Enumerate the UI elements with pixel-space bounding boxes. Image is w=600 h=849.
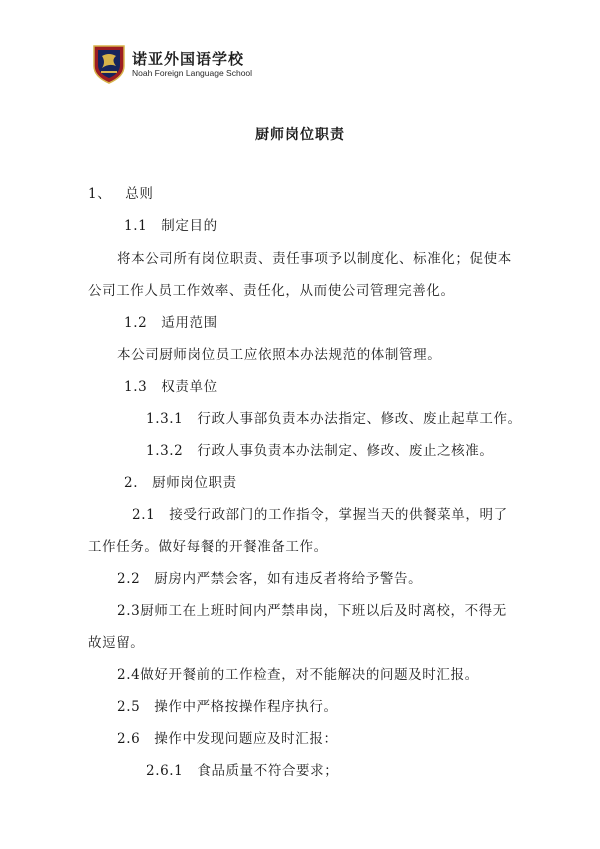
clause-number: 2.6.1 (146, 763, 184, 779)
section-title: 权责单位 (161, 379, 218, 395)
clause-2-3: 2.3厨师工在上班时间内严禁串岗，下班以后及时离校，不得无 (117, 603, 507, 619)
clause-2-4: 2.4做好开餐前的工作检查，对不能解决的问题及时汇报。 (117, 667, 479, 683)
clause-text: 行政人事部负责本办法指定、修改、废止起草工作。 (197, 411, 522, 427)
paragraph-line: 故逗留。 (88, 635, 145, 651)
clause-2-1 (132, 506, 508, 524)
clause-text: 行政人事负责本办法制定、修改、废止之核准。 (197, 443, 494, 459)
clause-number: 2.1 (132, 507, 156, 523)
clause-text: 操作中发现问题应及时汇报： (154, 731, 338, 747)
shield-emblem-icon (92, 44, 126, 84)
clause-text: 操作中严格按操作程序执行。 (154, 699, 338, 715)
section-1-2-heading (124, 314, 218, 332)
clause-number: 2.5 (117, 699, 141, 715)
section-number: 1.3 (124, 379, 148, 395)
paragraph-line: 将本公司所有岗位职责、责任事项予以制度化、标准化；促使本 (117, 251, 512, 267)
section-title: 总则 (125, 186, 154, 202)
clause-1-3-1 (146, 410, 522, 428)
school-logo (92, 44, 272, 84)
section-1-3-heading (124, 378, 218, 396)
section-1-heading (88, 185, 154, 203)
section-2-heading (124, 474, 237, 492)
clause-text: 食品质量不符合要求； (197, 763, 339, 779)
clause-1-3-2 (146, 442, 493, 460)
section-1-1-heading (124, 217, 218, 235)
clause-2-6 (117, 730, 338, 748)
clause-text: 厨房内严禁会客，如有违反者将给予警告。 (154, 571, 423, 587)
section-number: 1、 (88, 186, 112, 202)
document-title: 厨师岗位职责 (255, 127, 345, 143)
section-number: 2. (124, 475, 139, 491)
section-title: 制定目的 (161, 218, 218, 234)
paragraph-line: 本公司厨师岗位员工应依照本办法规范的体制管理。 (117, 347, 442, 363)
paragraph-line: 工作任务。做好每餐的开餐准备工作。 (88, 539, 328, 555)
clause-number: 1.3.1 (146, 411, 184, 427)
section-number: 1.1 (124, 218, 148, 234)
paragraph-line: 公司工作人员工作效率、责任化，从而使公司管理完善化。 (88, 283, 455, 299)
clause-text: 接受行政部门的工作指令，掌握当天的供餐菜单，明了 (169, 507, 508, 523)
clause-2-5 (117, 698, 338, 716)
clause-number: 2.2 (117, 571, 141, 587)
clause-number: 1.3.2 (146, 443, 184, 459)
clause-2-2 (117, 570, 422, 588)
clause-number: 2.6 (117, 731, 141, 747)
section-number: 1.2 (124, 315, 148, 331)
clause-2-6-1 (146, 762, 338, 780)
school-name-chinese: 诺亚外国语学校 (132, 50, 245, 68)
school-name-english: Noah Foreign Language School (132, 68, 253, 78)
section-title: 适用范围 (161, 315, 218, 331)
section-title: 厨师岗位职责 (152, 475, 237, 491)
